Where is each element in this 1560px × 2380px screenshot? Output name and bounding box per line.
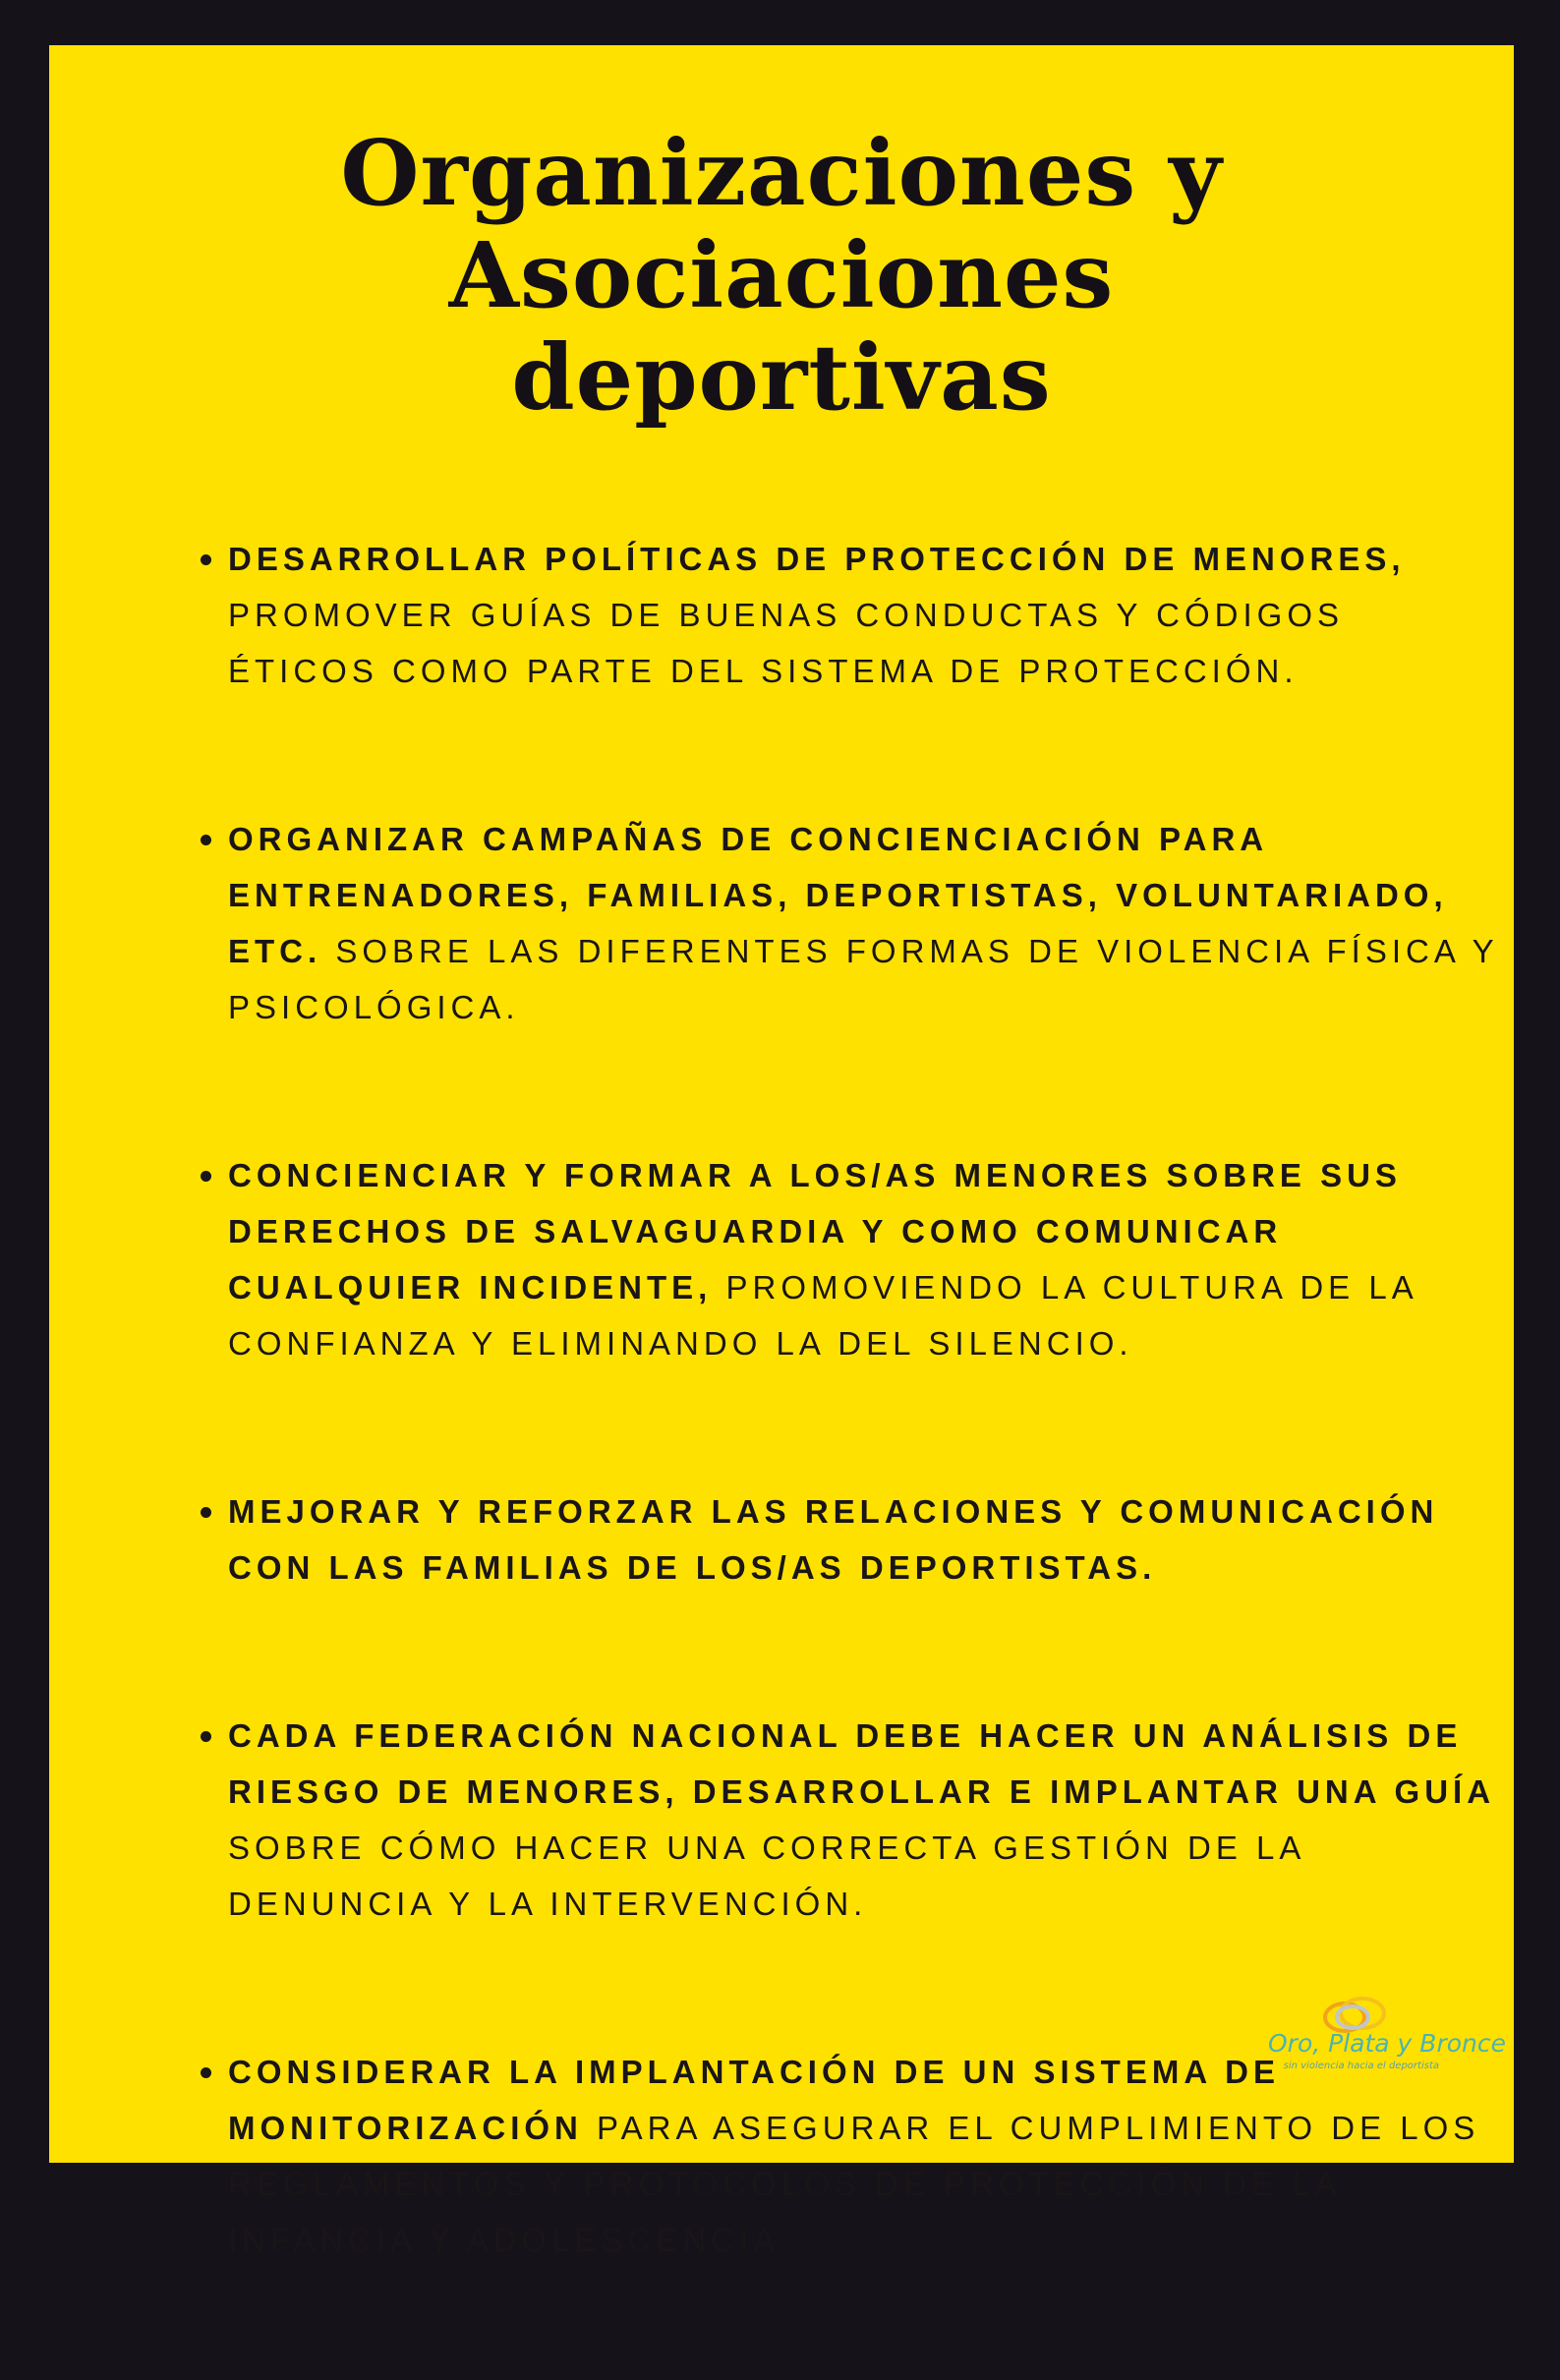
bullet-icon bbox=[201, 1731, 211, 1742]
item-text: PROMOVER GUÍAS DE BUENAS CONDUCTAS Y CÓDIGOS ÉTICOS COMO PARTE DEL SISTEMA DE PROTECCIÓN. bbox=[228, 597, 1344, 689]
item-text: SOBRE LAS DIFERENTES FORMAS DE VIOLENCIA FÍSICA Y PSICOLÓGICA. bbox=[228, 933, 1499, 1025]
poster-panel bbox=[49, 45, 1514, 2258]
item-bold-text: MEJORAR Y REFORZAR LAS RELACIONES Y COMUNICACIÓN CON LAS FAMILIAS DE LOS/AS DEPORTISTAS. bbox=[228, 1493, 1439, 1586]
item-bold-text: ORGANIZAR CAMPAÑAS DE CONCIENCIACIÓN PARA ENTRENADORES, FAMILIAS, DEPORTISTAS, VOLUNTARIADO, ETC. bbox=[228, 821, 1448, 969]
item-bold-text: CADA FEDERACIÓN NACIONAL DEBE HACER UN ANÁLISIS DE RIESGO DE MENORES, DESARROLLAR E IMPLANTAR UNA GUÍA bbox=[228, 1717, 1496, 1810]
item-bold-text: CONSIDERAR LA IMPLANTACIÓN DE UN SISTEMA DE MONITORIZACIÓN bbox=[228, 2054, 1280, 2146]
list-item bbox=[228, 1708, 1506, 1932]
list-item bbox=[228, 1483, 1506, 1596]
bullet-icon bbox=[201, 2067, 211, 2078]
list-item bbox=[228, 1147, 1506, 1371]
title-line-2: Asociaciones bbox=[448, 222, 1115, 328]
bullet-icon bbox=[201, 1171, 211, 1182]
list-item bbox=[228, 811, 1506, 1035]
item-text: SOBRE CÓMO HACER UNA CORRECTA GESTIÓN DE LA DENUNCIA Y LA INTERVENCIÓN. bbox=[228, 1829, 1304, 1922]
title-line-3: deportivas bbox=[511, 324, 1052, 431]
item-bold-text: CONCIENCIAR Y FORMAR A LOS/AS MENORES SOBRE SUS DERECHOS DE SALVAGUARDIA Y COMO COMUNICAR CUALQUIER INCIDENTE, bbox=[228, 1157, 1402, 1306]
title-line-1: Organizaciones y bbox=[340, 120, 1223, 226]
item-bold-text: DESARROLLAR POLÍTICAS DE PROTECCIÓN DE MENORES, bbox=[228, 541, 1406, 577]
bullet-icon bbox=[201, 835, 211, 845]
recommendations-list bbox=[228, 531, 1506, 2380]
item-text: PROMOVIENDO LA CULTURA DE LA CONFIANZA Y ELIMINANDO LA DEL SILENCIO. bbox=[228, 1269, 1416, 1362]
logo-name: Oro, Plata y Bronce bbox=[1268, 2029, 1506, 2058]
logo-tagline: sin violencia hacia el deportista bbox=[1283, 2061, 1439, 2071]
list-item bbox=[228, 531, 1506, 699]
bullet-icon bbox=[201, 1507, 211, 1518]
bullet-icon bbox=[201, 554, 211, 565]
logo bbox=[1211, 1990, 1506, 2080]
page-title bbox=[49, 122, 1514, 429]
item-text: PARA ASEGURAR EL CUMPLIMIENTO DE LOS REGLAMENTOS Y PROTOCOLOS DE PROTECCIÓN DE LA INFANCIA Y ADOLESCENCIA. bbox=[228, 2110, 1480, 2258]
